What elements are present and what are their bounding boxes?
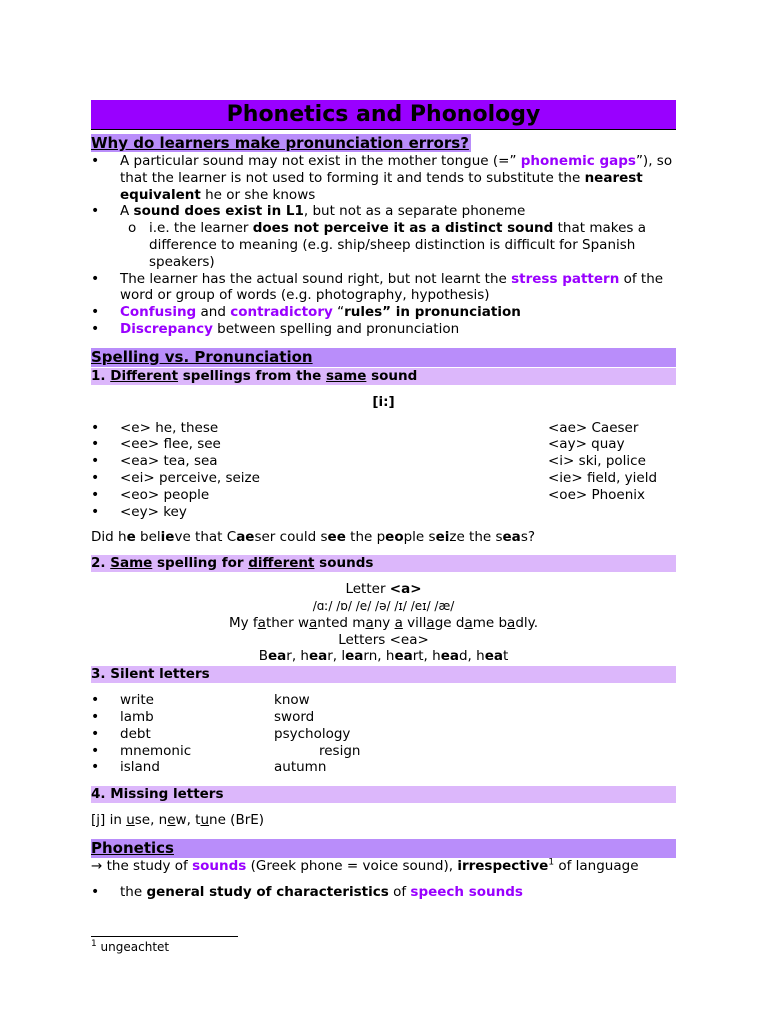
spelling-list-right xyxy=(548,420,657,504)
section-heading-errors: Why do learners make pronunciation errors? xyxy=(91,134,469,152)
silent-word: • island xyxy=(120,759,160,776)
section-heading-phonetics: Phonetics xyxy=(91,839,676,858)
phonetics-list xyxy=(91,884,676,901)
list-item xyxy=(91,759,676,776)
text-segment: nted m xyxy=(317,614,366,631)
subheading-silent-letters: 3. Silent letters xyxy=(91,666,676,683)
emphasized-letters: a xyxy=(464,614,473,631)
emphasized-letters: ea xyxy=(267,648,287,665)
emphasized-letters: ea xyxy=(308,648,328,665)
list-item: • <ee> flee, see xyxy=(91,436,676,453)
subheading-same-spelling: 2. Same spelling for different sounds xyxy=(91,555,676,572)
text-segment: se, n xyxy=(134,812,168,829)
text-segment: ze the s xyxy=(449,529,503,546)
text-segment: [j] in xyxy=(91,812,127,829)
list-item: <i> ski, police xyxy=(548,453,646,470)
emphasized-letters: a xyxy=(257,614,266,631)
document-page xyxy=(91,100,676,901)
text-segment: rn, h xyxy=(363,648,395,665)
list-item: • <ei> perceive, seize xyxy=(91,470,676,487)
text-segment: ple s xyxy=(403,529,436,546)
emphasized-letters: ea xyxy=(440,648,459,665)
list-item: • Confusing and contradictory “rules” in pronunciation xyxy=(91,304,676,321)
text-segment: ne (BrE) xyxy=(209,812,265,829)
list-item: <ie> field, yield xyxy=(548,469,658,486)
emphasized-letters: ea xyxy=(345,648,364,665)
text-segment: B xyxy=(258,648,268,665)
father-sentence xyxy=(91,615,676,632)
text-segment: w, t xyxy=(175,812,201,829)
emphasized-letters: eo xyxy=(385,529,404,546)
text-segment: vill xyxy=(402,614,427,631)
phonetics-definition: → the study of sounds (Greek phone = voice sound), irrespective$^1$ of language xyxy=(91,857,639,874)
text-segment: ther w xyxy=(265,614,309,631)
list-item: <ay> quay xyxy=(548,436,625,453)
list-item: • Discrepancy between spelling and pronunciation xyxy=(91,321,676,338)
text-segment: ve that C xyxy=(174,529,237,546)
list-item: • <ey> key xyxy=(91,504,676,521)
list-item: <oe> Phoenix xyxy=(548,486,646,503)
emphasized-letters: a xyxy=(426,614,435,631)
silent-letters-list xyxy=(91,692,676,776)
text-segment: r, h xyxy=(286,648,309,665)
silent-word: • mnemonic xyxy=(120,742,192,759)
list-item: <ae> Caeser xyxy=(548,419,639,436)
page-title: Phonetics and Phonology xyxy=(91,100,676,130)
emphasized-letters: e xyxy=(126,529,136,546)
footnote: $^1$ ungeachtet xyxy=(91,939,170,954)
emphasized-letters: a xyxy=(309,614,318,631)
text-segment: ny xyxy=(373,614,395,631)
subheading-different-spellings: 1. Different spellings from the same sound xyxy=(91,368,676,385)
silent-word: • lamb xyxy=(120,708,154,725)
subheading-missing-letters: 4. Missing letters xyxy=(91,786,676,803)
list-item xyxy=(91,726,676,743)
text-segment: Did h xyxy=(91,529,127,546)
emphasized-letters: ea xyxy=(484,648,503,665)
list-item xyxy=(91,692,676,709)
text-segment: r, l xyxy=(327,648,346,665)
sub-list xyxy=(120,220,676,270)
silent-word: autumn xyxy=(274,759,327,776)
silent-word: • debt xyxy=(120,725,151,742)
text-segment: bel xyxy=(135,529,161,546)
text-segment: My f xyxy=(228,614,258,631)
text-segment: the p xyxy=(345,529,386,546)
missing-letters-line xyxy=(91,812,676,829)
emphasized-letters: ea xyxy=(502,529,521,546)
section-heading-spelling: Spelling vs. Pronunciation xyxy=(91,348,676,367)
list-item: • <ea> tea, sea xyxy=(91,453,676,470)
spelling-columns xyxy=(91,420,676,521)
emphasized-letters: e xyxy=(167,812,176,829)
list-item xyxy=(91,709,676,726)
list-item: • A sound does exist in L1, but not as a separate phoneme o i.e. the learner does not perceive it as a distinct sound that makes a difference to meaning (e.g. ship/sheep distinction is difficult for Spanish speakers) xyxy=(91,203,676,270)
emphasized-letters: ei xyxy=(435,529,450,546)
silent-word: know xyxy=(274,692,310,709)
emphasized-letters: u xyxy=(126,812,135,829)
text-segment: t xyxy=(502,648,509,665)
errors-list xyxy=(91,153,676,338)
ipa-symbol: [i:] xyxy=(372,393,395,410)
footnote-separator xyxy=(91,936,238,937)
silent-word: psychology xyxy=(274,725,351,742)
emphasized-letters: ae xyxy=(236,529,255,546)
ea-words-line xyxy=(91,648,676,665)
text-segment: s? xyxy=(520,529,536,546)
list-item: • <eo> people xyxy=(91,487,676,504)
list-item: • the general study of characteristics of speech sounds xyxy=(91,884,676,901)
letter-a-line: Letter <a> xyxy=(345,581,422,598)
silent-word: resign xyxy=(319,742,361,759)
text-segment: dly. xyxy=(515,614,539,631)
text-segment: me b xyxy=(472,614,508,631)
emphasized-letters: a xyxy=(394,614,403,631)
emphasized-letters: ie xyxy=(160,529,175,546)
text-segment: rt, h xyxy=(412,648,441,665)
silent-word: sword xyxy=(274,708,315,725)
example-sentence xyxy=(91,529,676,546)
emphasized-letters: u xyxy=(200,812,210,829)
list-item: • A particular sound may not exist in the mother tongue (=” phonemic gaps”), so that the learner is not used to forming it and tends to substitute the nearest equivalent he or she knows xyxy=(91,153,676,203)
text-segment: ser could s xyxy=(254,529,328,546)
list-item xyxy=(91,743,676,760)
text-segment: ge d xyxy=(434,614,465,631)
emphasized-letters: ea xyxy=(394,648,413,665)
ipa-line: /ɑː/ /ɒ/ /e/ /ə/ /ɪ/ /eɪ/ /æ/ xyxy=(312,598,455,613)
emphasized-letters: a xyxy=(507,614,516,631)
silent-word: • write xyxy=(120,692,154,709)
arrow-icon: → xyxy=(91,857,103,874)
emphasized-letters: a xyxy=(365,614,374,631)
sub-list-item: o i.e. the learner does not perceive it as a distinct sound that makes a difference to meaning (e.g. ship/sheep distinction is difficult for Spanish speakers) xyxy=(120,220,676,270)
emphasized-letters: ee xyxy=(327,529,346,546)
letters-ea-line: Letters <ea> xyxy=(338,631,429,648)
list-item: • <e> he, these xyxy=(91,420,676,437)
text-segment: d, h xyxy=(458,648,485,665)
list-item: • The learner has the actual sound right, but not learnt the stress pattern of the word or group of words (e.g. photography, hypothesis) xyxy=(91,271,676,305)
